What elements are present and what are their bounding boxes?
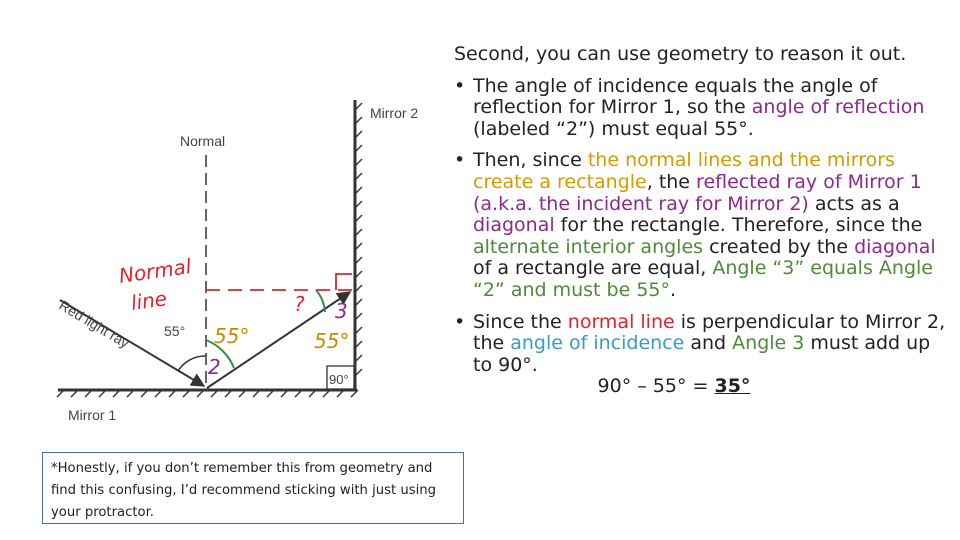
bullet-2-highlight-diagonal: diagonal — [473, 214, 555, 237]
handwritten-55-left: 55° — [214, 324, 250, 348]
bullet-2-highlight-rectangle: the normal lines and the mirrors create a rectangle — [473, 149, 895, 193]
bullet-list — [454, 76, 954, 377]
normal-label: Normal — [180, 133, 226, 149]
incidence-angle-arc — [178, 356, 206, 371]
bullet-2-text-f: of a rectangle are equal, — [473, 257, 713, 280]
bullet-2-highlight-ray: reflected ray of Mirror 1 (a.k.a. the incident ray for Mirror 2) — [473, 170, 922, 215]
intro-paragraph: Second, you can use geometry to reason it out. — [454, 43, 907, 65]
bullet-2-highlight-diagonal-2: diagonal — [854, 235, 936, 258]
right-angle-mark-red — [336, 274, 352, 290]
bullet-1-text-b: (labeled “2”) must equal 55°. — [473, 117, 754, 140]
bullet-2-text-e: created by the — [703, 235, 855, 258]
incidence-angle-label: 55° — [164, 323, 186, 339]
bullet-2-text-d: for the rectangle. Therefore, since the — [554, 214, 923, 237]
handwritten-55-right: 55° — [314, 329, 350, 353]
handwritten-2: 2 — [208, 355, 221, 379]
bullet-2 — [454, 150, 954, 301]
mirror-2-label: Mirror 2 — [370, 105, 419, 121]
answer-value: 35° — [714, 375, 751, 398]
bullet-3-text-d: must add up to 90°. — [473, 332, 931, 376]
handwritten-3: 3 — [335, 299, 348, 323]
red-light-ray-label: Red light ray — [56, 296, 133, 352]
footnote-box — [42, 452, 464, 524]
handwritten-line: line — [129, 286, 169, 315]
reflection-diagram — [0, 0, 450, 440]
bullet-2-text-c: acts as a — [808, 192, 900, 215]
bullet-3-highlight-normal: normal line — [567, 310, 675, 333]
handwritten-normal: Normal — [117, 254, 193, 288]
bullet-3-highlight-angle3: Angle 3 — [732, 332, 805, 355]
bullet-3-text-b: is perpendicular to Mirror 2, the — [473, 310, 946, 355]
bullet-2-text-g: . — [670, 278, 677, 301]
bullet-1-highlight: angle of reflection — [751, 96, 925, 119]
right-angle-label: 90° — [329, 372, 349, 387]
footnote-text: *Honestly, if you don’t remember this from geometry and find this confusing, I’d recommend sticking with just using your protractor. — [51, 461, 436, 520]
bullet-2-text-b: , the — [646, 170, 697, 193]
mirror-1-label: Mirror 1 — [68, 407, 117, 423]
bullet-2-highlight-alternate: alternate interior angles — [473, 235, 704, 258]
bullet-1 — [454, 76, 954, 141]
mirror-2 — [355, 100, 362, 390]
bullet-3-highlight-incidence: angle of incidence — [510, 332, 685, 355]
bullet-3 — [454, 312, 954, 377]
mirror-1 — [57, 390, 358, 397]
equation — [454, 376, 954, 398]
bullet-2-text-a: Then, since — [473, 149, 588, 172]
bullet-2-highlight-angle3: Angle “3” equals Angle “2” and must be 55° — [473, 257, 933, 301]
explanation-text — [454, 44, 954, 398]
angle-3-arc — [316, 290, 325, 312]
bullet-1-text-a: The angle of incidence equals the angle of reflection for Mirror 1, so the — [473, 74, 878, 119]
handwritten-question: ? — [294, 292, 305, 316]
equation-text: 90° – 55° = — [597, 375, 715, 398]
bullet-3-text-a: Since the — [473, 310, 568, 333]
bullet-3-text-c: and — [684, 332, 733, 355]
